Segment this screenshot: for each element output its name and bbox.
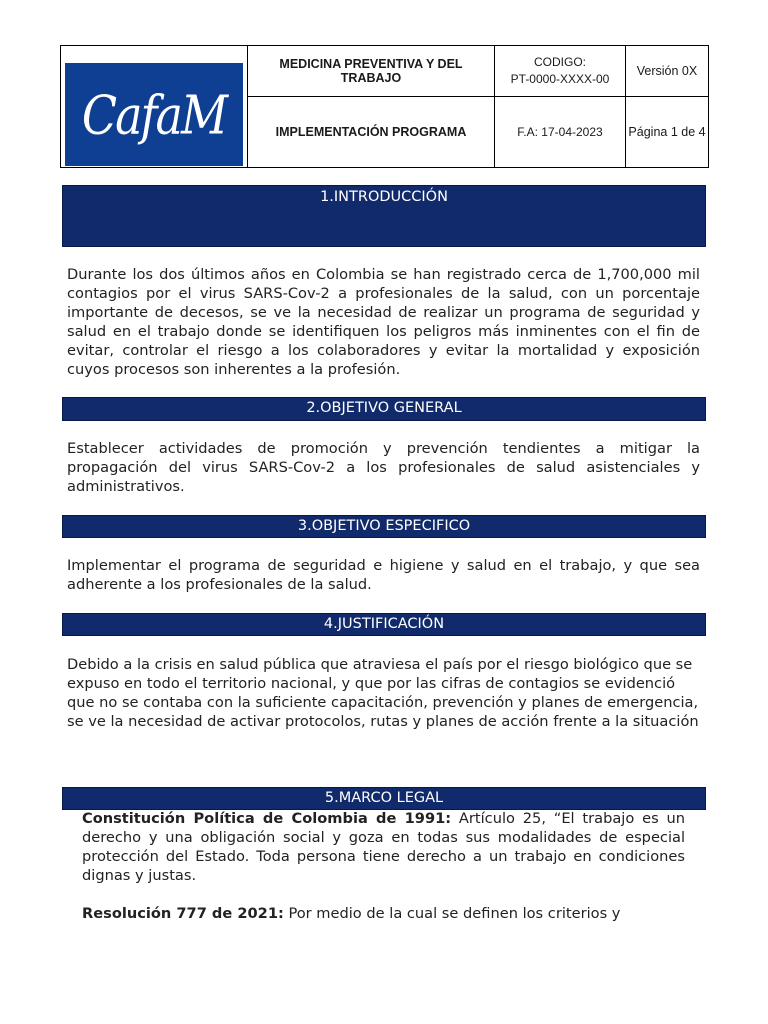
header-version: Versión 0X <box>626 46 709 97</box>
legal-item-title: Resolución 777 de 2021: <box>82 905 284 922</box>
section-heading-text: 3.OBJETIVO ESPECIFICO <box>297 518 471 534</box>
section-text-objetivo-especifico: Implementar el programa de seguridad e higiene y salud en el trabajo, y que sea adherente a los profesionales de la salud. <box>67 557 700 593</box>
header-title-bottom: IMPLEMENTACIÓN PROGRAMA <box>248 97 495 168</box>
logo-cell <box>61 46 248 168</box>
section-heading-objetivo-especifico <box>62 515 706 538</box>
cafam-logo <box>65 63 243 166</box>
section-heading-justificacion <box>62 613 706 636</box>
section-heading-objetivo-general <box>62 397 706 421</box>
section-text-objetivo-general: Establecer actividades de promoción y prevención tendientes a mitigar la propagación del virus SARS-Cov-2 a los profesionales de salud asistenciales y administrativos. <box>67 440 700 495</box>
section-heading-introduccion <box>62 185 706 247</box>
header-date: F.A: 17-04-2023 <box>495 97 626 168</box>
section-heading-text: 4.JUSTIFICACIÓN <box>323 616 445 632</box>
legal-item-text: Artículo 25, “El trabajo es un derecho y una obligación social y goza en todas sus modalidades de especial protección del Estado. Toda persona tiene derecho a un trabajo en condiciones dignas y justas. <box>82 810 685 884</box>
legal-item-text: Por medio de la cual se definen los criterios y <box>283 905 621 922</box>
section-heading-text: 5.MARCO LEGAL <box>324 790 444 806</box>
header-page-number: Página 1 de 4 <box>626 97 709 168</box>
logo-text: CafaM <box>81 83 227 146</box>
legal-item-resolucion <box>82 904 685 923</box>
document-header-table <box>60 45 709 168</box>
section-text-justificacion: Debido a la crisis en salud pública que atraviesa el país por el riesgo biológico que se expuso en todo el territorio nacional, y que por las cifras de contagios se evidenció que no se contaba con la suficiente capacitación, prevención y planes de emergencia, se ve la necesidad de activar protocolos, rutas y planes de acción frente a la situación <box>67 656 699 730</box>
code-label: CODIGO: <box>533 55 586 69</box>
section-heading-text: 1.INTRODUCCIÓN <box>320 189 448 205</box>
legal-item-title: Constitución Política de Colombia de 1991: <box>82 810 452 827</box>
header-code <box>495 46 626 97</box>
section-text-introduccion: Durante los dos últimos años en Colombia se han registrado cerca de 1,700,000 mil contagios por el virus SARS-Cov-2 a profesionales de la salud, con un porcentaje importante de decesos, se ve la necesidad de realizar un programa de seguridad y salud en el trabajo donde se identifiquen los peligros más inminentes con el fin de evitar, controlar el riesgo a los colaboradores y evitar la mortalidad y exposición cuyos procesos son inherentes a la profesión. <box>67 266 700 378</box>
code-value: PT-0000-XXXX-00 <box>510 72 610 86</box>
legal-item-constitucion <box>82 809 685 885</box>
section-heading-text: 2.OBJETIVO GENERAL <box>306 400 462 416</box>
section-heading-marco-legal <box>62 787 706 810</box>
header-title-top: MEDICINA PREVENTIVA Y DEL TRABAJO <box>248 46 495 97</box>
